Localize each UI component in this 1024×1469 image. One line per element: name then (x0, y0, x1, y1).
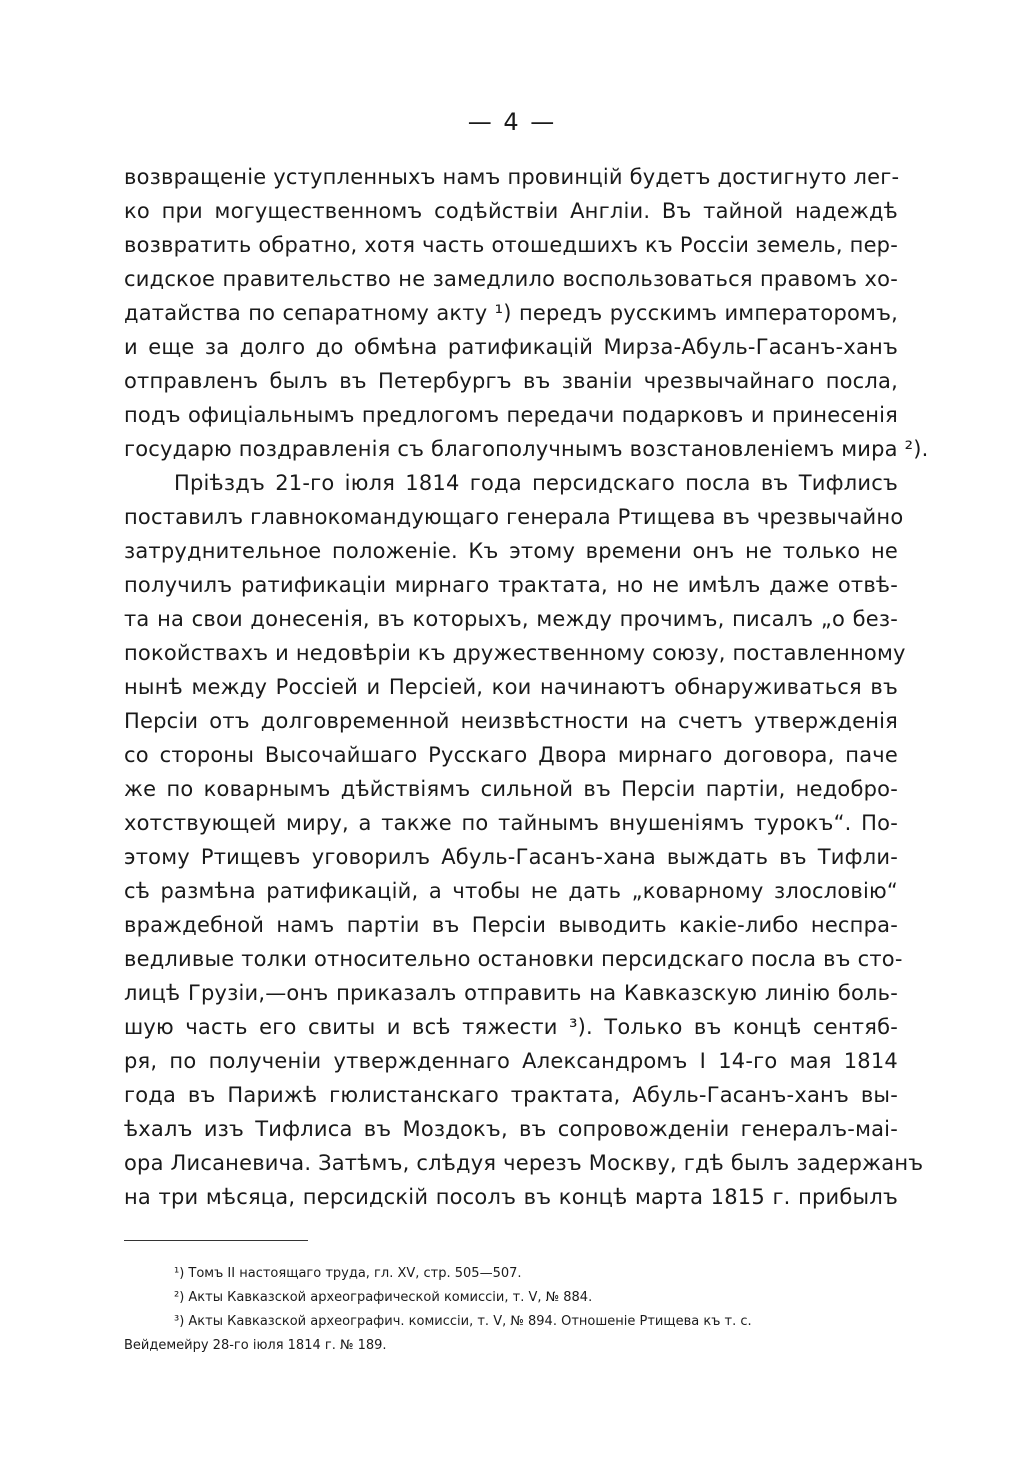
text-line: покойствахъ и недовѣріи къ дружественному союзу, поставленному (124, 641, 906, 665)
text-line: возвратить обратно, хотя часть отошедшихъ къ Россіи земель, пер- (124, 233, 898, 257)
page-number: — 4 — (467, 108, 557, 136)
text-line: затруднительное положеніе. Къ этому времени онъ не только не (124, 539, 898, 563)
text-line: же по коварнымъ дѣйствіямъ сильной въ Персіи партіи, недобро- (124, 777, 898, 801)
text-line: ѣхалъ изъ Тифлиса въ Моздокъ, въ сопровожденіи генералъ-маі- (124, 1117, 898, 1141)
text-line: на три мѣсяца, персидскій посолъ въ концѣ марта 1815 г. прибылъ (124, 1185, 898, 1209)
text-line: сидское правительство не замедлило воспользоваться правомъ хо- (124, 267, 898, 291)
text-line: государю поздравленія съ благополучнымъ возстановленіемъ мира ²). (124, 437, 929, 461)
text-line: ря, по полученіи утвержденнаго Александромъ I 14-го мая 1814 (124, 1049, 898, 1073)
text-line: поставилъ главнокомандующаго генерала Ртищева въ чрезвычайно (124, 505, 904, 529)
text-line: хотствующей миру, а также по тайнымъ внушеніямъ турокъ“. По- (124, 811, 898, 835)
text-line: и еще за долго до обмѣна ратификацій Мирза-Абуль-Гасанъ-ханъ (124, 335, 898, 359)
footnote-divider (124, 1240, 308, 1241)
text-line: лицѣ Грузіи,—онъ приказалъ отправить на Кавказскую линію боль- (124, 981, 898, 1005)
text-line: ведливые толки относительно остановки персидскаго посла въ сто- (124, 947, 903, 971)
text-line: этому Ртищевъ уговорилъ Абуль-Гасанъ-хана выждать въ Тифли- (124, 845, 898, 869)
footnote-3: ³) Акты Кавказской археографич. комиссіи, т. V, № 894. Отношеніе Ртищева къ т. с. (174, 1314, 752, 1329)
text-line: датайства по сепаратному акту ¹) передъ русскимъ императоромъ, (124, 301, 898, 325)
text-line: со стороны Высочайшаго Русскаго Двора мирнаго договора, паче (124, 743, 898, 767)
text-line: возвращеніе уступленныхъ намъ провинцій будетъ достигнуто лег- (124, 165, 900, 189)
text-line: сѣ размѣна ратификацій, а чтобы не дать „коварному злословію“ (124, 879, 898, 903)
text-line: года въ Парижѣ гюлистанскаго трактата, Абуль-Гасанъ-ханъ вы- (124, 1083, 898, 1107)
text-line: шую часть его свиты и всѣ тяжести ³). Только въ концѣ сентяб- (124, 1015, 898, 1039)
footnote-1: ¹) Томъ II настоящаго труда, гл. XV, стр. 505—507. (174, 1266, 522, 1281)
text-line: отправленъ былъ въ Петербургъ въ званіи чрезвычайнаго посла, (124, 369, 898, 393)
body-text (124, 160, 929, 1214)
footnotes (124, 1262, 898, 1358)
footnote-2: ²) Акты Кавказской археографической комиссіи, т. V, № 884. (174, 1290, 593, 1305)
paragraph-start-line: Пріѣздъ 21-го іюля 1814 года персидскаго посла въ Тифлисъ (174, 471, 898, 495)
text-line: подъ офиціальнымъ предлогомъ передачи подарковъ и принесенія (124, 403, 898, 427)
text-line: та на свои донесенія, въ которыхъ, между прочимъ, писалъ „о без- (124, 607, 898, 631)
text-line: враждебной намъ партіи въ Персіи выводить какіе-либо неспра- (124, 913, 898, 937)
text-line: нынѣ между Россіей и Персіей, кои начинаютъ обнаруживаться въ (124, 675, 898, 699)
text-line: ко при могущественномъ содѣйствіи Англіи. Въ тайной надеждѣ (124, 199, 898, 223)
text-line: Персіи отъ долговременной неизвѣстности на счетъ утвержденія (124, 709, 898, 733)
text-line: получилъ ратификаціи мирнаго трактата, но не имѣлъ даже отвѣ- (124, 573, 898, 597)
text-line: ора Лисаневича. Затѣмъ, слѣдуя черезъ Москву, гдѣ былъ задержанъ (124, 1151, 924, 1175)
footnote-3-continued: Вейдемейру 28-го іюля 1814 г. № 189. (124, 1338, 387, 1353)
